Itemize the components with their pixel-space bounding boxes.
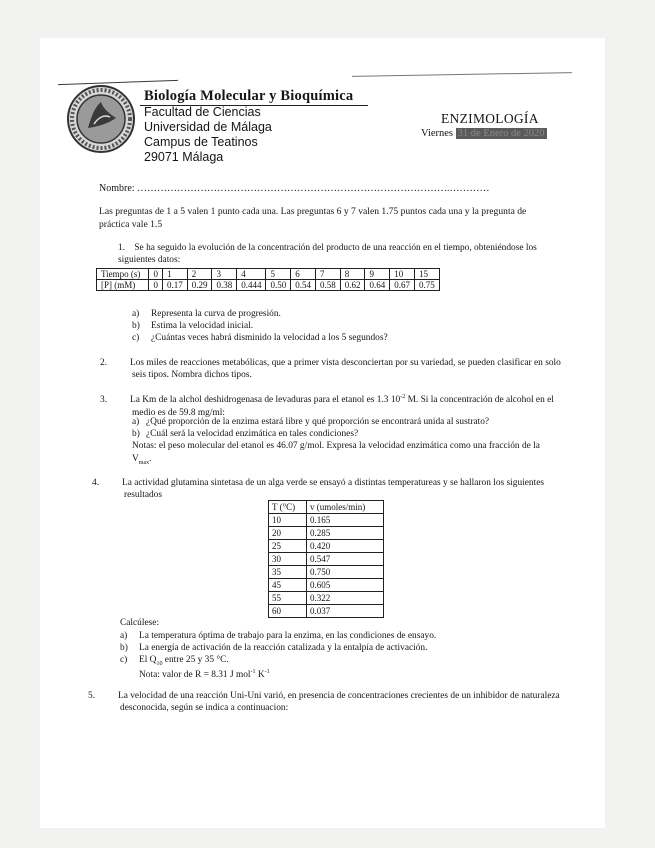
temp-cell: 30 <box>269 553 307 566</box>
address-line-4: 29071 Málaga <box>144 150 224 164</box>
question-1-text: Se ha seguido la evolución de la concentración del producto de una reacción en el tiempo, obteniéndose los siguientes datos: <box>118 243 537 266</box>
rate-cell: 0.605 <box>307 579 384 592</box>
question-1 <box>118 242 558 267</box>
question-3-text-a: La Km de la alchol deshidrogenasa de levaduras para el etanol es 1.3 10 <box>130 395 401 406</box>
progress-data-table <box>96 268 440 291</box>
question-4-calc-label: Calcúlese: <box>120 618 160 628</box>
table-row <box>269 540 384 553</box>
vmax-subscript: max <box>138 459 150 466</box>
conc-cell: 0.17 <box>162 280 187 291</box>
rate-cell: 0.420 <box>307 540 384 553</box>
address-line-1: Facultad de Ciencias <box>144 105 261 119</box>
address-line-2: Universidad de Málaga <box>144 120 272 134</box>
time-cell: 4 <box>237 269 266 280</box>
conc-cell: 0.58 <box>315 280 340 291</box>
question-3-number: 3. <box>100 395 108 406</box>
question-4 <box>92 477 574 502</box>
item-text: La temperatura óptima de trabajo para la enzima, en las condiciones de ensayo. <box>139 631 437 641</box>
conc-cell: 0.29 <box>187 280 212 291</box>
item-label: a) <box>132 309 140 319</box>
item-text: Estima la velocidad inicial. <box>151 321 254 331</box>
temp-cell: 55 <box>269 592 307 605</box>
conc-cell: 0.444 <box>237 280 266 291</box>
time-cell: 3 <box>212 269 237 280</box>
table-row <box>269 605 384 618</box>
rate-cell: 0.750 <box>307 566 384 579</box>
item-label: a) <box>132 417 140 427</box>
item-label: b) <box>120 643 128 653</box>
time-cell: 0 <box>149 269 163 280</box>
temp-cell: 10 <box>269 514 307 527</box>
table-row-concentration <box>97 280 440 291</box>
exam-date-struck: 31 de Enero de 2020 <box>457 128 545 139</box>
table-header-time: Tiempo (s) <box>97 269 149 280</box>
temp-cell: 25 <box>269 540 307 553</box>
table-header-temp: T (°C) <box>269 501 307 514</box>
university-title: Biología Molecular y Bioquímica <box>144 88 354 104</box>
table-row <box>269 514 384 527</box>
question-1-item-b <box>132 320 253 333</box>
subject-title: ENZIMOLOGÍA <box>441 111 539 126</box>
item-text: ¿Qué proporción de la enzima estará libre y qué proporción se encontrará unida al sustrato? <box>146 417 490 427</box>
temp-cell: 45 <box>269 579 307 592</box>
q10-subscript: 10 <box>156 660 163 667</box>
intro-paragraph: Las preguntas de 1 a 5 valen 1 punto cada una. Las preguntas 6 y 7 valen 1.75 puntos cada una y la pregunta de práctica vale 1.5 <box>99 206 527 230</box>
nota-text: Nota: valor de R = 8.31 J mol <box>139 670 251 681</box>
time-cell: 6 <box>291 269 316 280</box>
item-text-end: entre 25 y 35 °C. <box>162 655 229 665</box>
time-cell: 2 <box>187 269 212 280</box>
question-2-text: Los miles de reacciones metabólicas, que a primer vista desconciertan por su variedad, se pueden clasificar en solo seis tipos. Nombra dichos tipos. <box>130 358 561 381</box>
question-4-nota <box>139 666 270 682</box>
time-cell: 15 <box>414 269 439 280</box>
conc-cell: 0.75 <box>414 280 439 291</box>
table-row <box>269 566 384 579</box>
time-cell: 1 <box>162 269 187 280</box>
item-label: b) <box>132 321 140 331</box>
question-3-item-a <box>132 416 552 429</box>
time-cell: 10 <box>390 269 415 280</box>
temp-cell: 35 <box>269 566 307 579</box>
question-1-item-a <box>132 308 281 321</box>
conc-cell: 0.62 <box>340 280 365 291</box>
item-label: c) <box>120 655 128 665</box>
exam-date <box>421 128 547 139</box>
note-end: . <box>149 453 152 464</box>
question-4-number: 4. <box>92 478 100 488</box>
question-2-number: 2. <box>100 358 108 368</box>
conc-cell: 0 <box>149 280 163 291</box>
question-3-note <box>132 440 552 469</box>
rate-cell: 0.547 <box>307 553 384 566</box>
question-4-item-a <box>120 630 555 643</box>
temp-cell: 60 <box>269 605 307 618</box>
rate-cell: 0.322 <box>307 592 384 605</box>
item-label: a) <box>120 631 128 641</box>
table-header-concentration: [P] (mM) <box>97 280 149 291</box>
conc-cell: 0.67 <box>390 280 415 291</box>
rate-cell: 0.165 <box>307 514 384 527</box>
question-3-item-b <box>132 428 552 441</box>
table-header-rate: v (umoles/min) <box>307 501 384 514</box>
item-text: ¿Cuál será la velocidad enzimática en tales condiciones? <box>146 429 359 439</box>
question-5-text: La velocidad de una reacción Uni-Uni varió, en presencia de concentraciones crecientes de un inhibidor de naturaleza desconocida, según se indica a continuacion: <box>118 691 560 714</box>
nota-mid: K <box>255 670 265 681</box>
note-text: Notas: el peso molecular del etanol es 46.07 g/mol. Expresa la velocidad enzimática como una fracción de la V <box>132 441 540 464</box>
question-3 <box>100 391 567 419</box>
question-5 <box>88 690 572 715</box>
question-2 <box>100 357 567 382</box>
table-row-time <box>97 269 440 280</box>
conc-cell: 0.64 <box>365 280 390 291</box>
address-line-3: Campus de Teatinos <box>144 135 258 149</box>
rate-cell: 0.285 <box>307 527 384 540</box>
item-text: El Q <box>139 655 157 665</box>
table-row <box>269 579 384 592</box>
item-text: ¿Cuántas veces habrá disminido la velocidad a los 5 segundos? <box>151 333 388 343</box>
conc-cell: 0.50 <box>266 280 291 291</box>
table-row <box>269 553 384 566</box>
question-4-text: La actividad glutamina sintetasa de un alga verde se ensayó a distintas temperatureas y se hallaron los siguientes resultados <box>122 478 544 501</box>
name-field: Nombre: ………………………………………………………………………………….………… <box>99 183 490 194</box>
nota-sup: -1 <box>250 669 256 675</box>
question-4-item-b <box>120 642 555 655</box>
temperature-data-table <box>268 500 384 618</box>
time-cell: 7 <box>315 269 340 280</box>
table-row <box>269 592 384 605</box>
rate-cell: 0.037 <box>307 605 384 618</box>
table-header-row <box>269 501 384 514</box>
time-cell: 5 <box>266 269 291 280</box>
temp-cell: 20 <box>269 527 307 540</box>
exam-day: Viernes <box>421 128 454 139</box>
item-label: b) <box>132 429 140 439</box>
question-3-exponent: -2 <box>400 394 406 400</box>
item-label: c) <box>132 333 140 343</box>
nota-sup: -1 <box>264 669 270 675</box>
time-cell: 8 <box>340 269 365 280</box>
question-1-item-c <box>132 332 388 345</box>
question-1-number: 1. <box>118 243 126 253</box>
item-text: Representa la curva de progresión. <box>151 309 281 319</box>
table-row <box>269 527 384 540</box>
conc-cell: 0.38 <box>212 280 237 291</box>
conc-cell: 0.54 <box>291 280 316 291</box>
university-seal-logo <box>66 84 136 154</box>
item-text: La energía de activación de la reacción catalizada y la entalpía de activación. <box>139 643 428 653</box>
question-5-number: 5. <box>88 691 96 701</box>
question-3-text-b: M. Si la concentración de alcohol en el medio es de 59.8 mg/ml: <box>132 395 554 418</box>
time-cell: 9 <box>365 269 390 280</box>
